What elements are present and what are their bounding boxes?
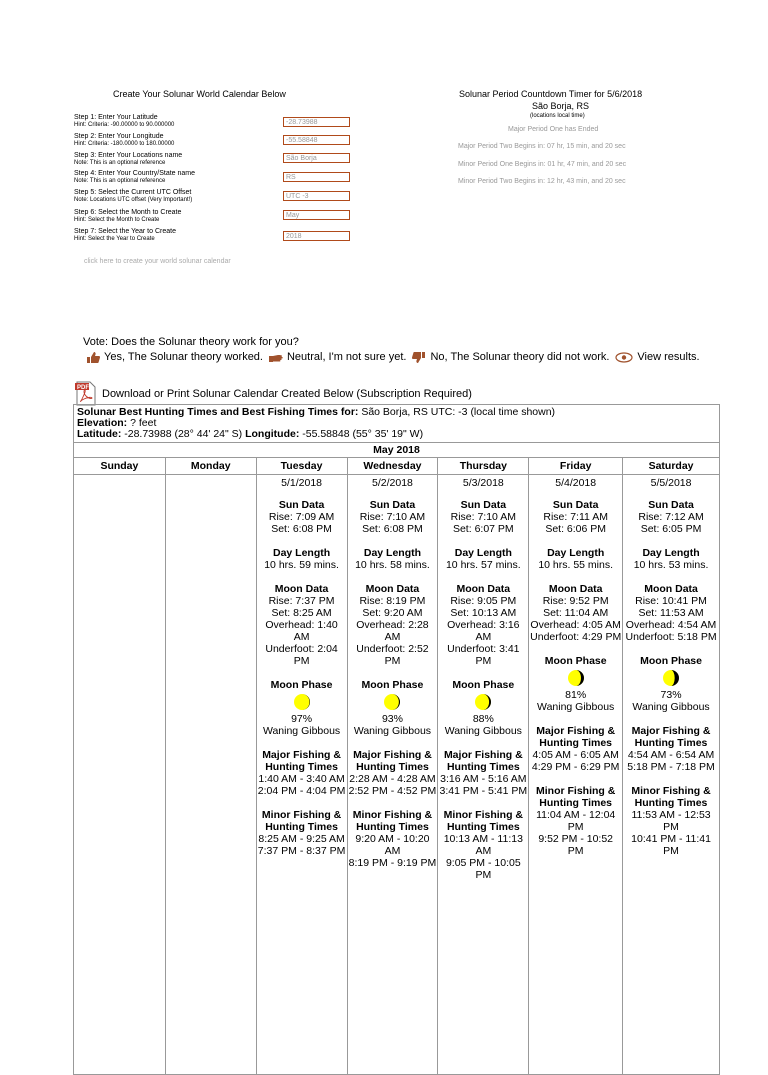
day-length-heading: Day Length <box>454 547 512 559</box>
countdown-major-two: Major Period Two Begins in: 07 hr, 15 min, and 20 sec <box>458 143 626 150</box>
day-cell <box>347 475 438 1075</box>
pdf-download-row[interactable] <box>75 381 472 406</box>
major-time: 1:40 AM - 3:40 AM <box>258 773 345 785</box>
thumbs-sideways-icon[interactable] <box>269 352 283 363</box>
moon-phase-heading: Moon Phase <box>452 679 515 691</box>
moon-phase-name: Waning Gibbous <box>353 725 432 737</box>
major-time: 4:54 AM - 6:54 AM <box>627 749 715 761</box>
vote-neutral-link[interactable]: Neutral, I'm not sure yet. <box>286 351 407 363</box>
country-state-input[interactable]: RS <box>283 172 350 182</box>
weekday-header: Friday <box>529 458 623 475</box>
step-longitude <box>74 133 174 148</box>
calendar-title: Solunar Best Hunting Times and Best Fishing Times for: São Borja, RS UTC: -3 (local time shown) <box>77 406 556 418</box>
step-hint: Note: This is an optional reference <box>74 178 166 184</box>
day-date: 5/2/2018 <box>372 477 413 489</box>
countdown-place: São Borja, RS <box>532 101 590 111</box>
thumbs-up-icon[interactable] <box>86 352 100 363</box>
moon-phase-heading: Moon Phase <box>640 655 702 667</box>
minor-time: 10:41 PM - 11:41 PM <box>631 833 711 857</box>
vote-no-link[interactable]: No, The Solunar theory did not work. <box>430 351 610 363</box>
empty-day-cell <box>74 475 166 1075</box>
moon-set: Set: 8:25 AM <box>271 607 332 619</box>
weekday-header: Saturday <box>623 458 720 475</box>
eye-icon[interactable] <box>615 352 633 363</box>
major-times-heading: Major Fishing & Hunting Times <box>262 749 341 773</box>
moon-rise: Rise: 9:52 PM <box>542 595 609 607</box>
moon-phase-icon <box>383 693 401 711</box>
step-country-state <box>74 170 195 185</box>
step-label: Step 1: Enter Your Latitude <box>74 114 158 121</box>
moon-set: Set: 10:13 AM <box>450 607 517 619</box>
location-name-input[interactable]: São Borja <box>283 153 350 163</box>
step-label: Step 7: Select the Year to Create <box>74 228 176 235</box>
empty-day-cell <box>165 475 256 1075</box>
major-time: 5:18 PM - 7:18 PM <box>627 761 715 773</box>
day-length: 10 hrs. 58 mins. <box>355 559 430 571</box>
step-hint: Note: Locations UTC offset (Very Important!) <box>74 197 193 203</box>
sun-set: Set: 6:08 PM <box>271 523 332 535</box>
moon-phase-name: Waning Gibbous <box>444 725 522 737</box>
moon-set: Set: 9:20 AM <box>362 607 423 619</box>
major-time: 2:04 PM - 4:04 PM <box>257 785 346 797</box>
sun-data-heading: Sun Data <box>460 499 507 511</box>
moon-data-heading: Moon Data <box>548 583 603 595</box>
moon-phase-heading: Moon Phase <box>270 679 333 691</box>
pdf-download-label[interactable]: Download or Print Solunar Calendar Created Below (Subscription Required) <box>102 387 472 400</box>
month-row <box>74 443 720 458</box>
major-times-heading: Major Fishing & Hunting Times <box>443 749 523 773</box>
day-length-heading: Day Length <box>363 547 422 559</box>
day-date: 5/4/2018 <box>555 477 597 489</box>
day-length: 10 hrs. 55 mins. <box>538 559 614 571</box>
calendar-header-row <box>74 405 720 443</box>
sun-set: Set: 6:05 PM <box>640 523 702 535</box>
vote-question: Vote: Does the Solunar theory work for you? <box>83 336 299 348</box>
sun-data-heading: Sun Data <box>369 499 416 511</box>
sun-rise: Rise: 7:10 AM <box>450 511 516 523</box>
day-length-heading: Day Length <box>272 547 331 559</box>
utc-offset-select[interactable]: UTC -3 <box>283 191 350 201</box>
sun-data-heading: Sun Data <box>648 499 694 511</box>
weekday-header: Thursday <box>438 458 529 475</box>
step-location-name <box>74 152 182 167</box>
minor-time: 9:52 PM - 10:52 PM <box>538 833 614 857</box>
weekday-header: Wednesday <box>347 458 438 475</box>
step-hint: Hint: Select the Year to Create <box>74 236 155 242</box>
step-utc-offset <box>74 189 192 204</box>
step-label: Step 5: Select the Current UTC Offset <box>74 189 192 196</box>
week-row <box>74 475 720 1075</box>
moon-data-heading: Moon Data <box>644 583 698 595</box>
pdf-icon-label: PDF <box>77 385 89 391</box>
calendar-elevation: Elevation: ? feet <box>77 417 157 429</box>
moon-underfoot: Underfoot: 5:18 PM <box>625 631 717 643</box>
moon-phase-name: Waning Gibbous <box>632 701 710 713</box>
solunar-calendar-table <box>73 404 720 1075</box>
day-cell <box>256 475 347 1075</box>
form-title: Create Your Solunar World Calendar Below <box>113 89 286 99</box>
moon-underfoot: Underfoot: 3:41 PM <box>447 643 520 667</box>
countdown-minor-two: Minor Period Two Begins in: 12 hr, 43 min, and 20 sec <box>458 178 626 185</box>
minor-times-heading: Minor Fishing & Hunting Times <box>261 809 342 833</box>
minor-time: 11:53 AM - 12:53 PM <box>631 809 711 833</box>
day-date: 5/3/2018 <box>462 477 504 489</box>
moon-rise: Rise: 9:05 PM <box>450 595 517 607</box>
moon-overhead: Overhead: 1:40 AM <box>265 619 338 643</box>
weekday-header-row <box>74 458 720 475</box>
sun-set: Set: 6:08 PM <box>362 523 423 535</box>
moon-set: Set: 11:04 AM <box>543 607 609 619</box>
day-date: 5/5/2018 <box>650 477 692 489</box>
weekday-header: Tuesday <box>256 458 347 475</box>
sun-rise: Rise: 7:11 AM <box>543 511 608 523</box>
moon-phase-heading: Moon Phase <box>361 679 424 691</box>
moon-rise: Rise: 7:37 PM <box>268 595 335 607</box>
moon-rise: Rise: 8:19 PM <box>359 595 426 607</box>
pdf-icon[interactable] <box>75 381 97 406</box>
moon-overhead: Overhead: 4:05 AM <box>530 619 621 631</box>
day-length-heading: Day Length <box>642 547 700 559</box>
step-latitude <box>74 114 174 129</box>
moon-data-heading: Moon Data <box>274 583 329 595</box>
step-hint: Hint: Select the Month to Create <box>74 217 160 223</box>
weekday-header: Sunday <box>74 458 166 475</box>
step-year <box>74 228 176 243</box>
create-calendar-link[interactable]: click here to create your world solunar calendar <box>84 258 231 265</box>
moon-overhead: Overhead: 3:16 AM <box>447 619 520 643</box>
minor-time: 9:20 AM - 10:20 AM <box>355 833 430 857</box>
longitude-input[interactable]: -55.58848 <box>283 135 350 145</box>
moon-data-heading: Moon Data <box>456 583 511 595</box>
moon-phase-name: Waning Gibbous <box>262 725 341 737</box>
month-title: May 2018 <box>74 443 720 458</box>
minor-time: 10:13 AM - 11:13 AM <box>443 833 523 857</box>
moon-phase-icon <box>567 669 585 687</box>
minor-times-heading: Minor Fishing & Hunting Times <box>443 809 523 833</box>
moon-data-heading: Moon Data <box>365 583 420 595</box>
major-time: 2:28 AM - 4:28 AM <box>349 773 436 785</box>
step-hint: Hint: Criteria: -180.0000 to 180.00000 <box>74 141 175 147</box>
sun-data-heading: Sun Data <box>552 499 599 511</box>
sun-rise: Rise: 7:12 AM <box>638 511 704 523</box>
moon-phase-heading: Moon Phase <box>544 655 607 667</box>
day-length-heading: Day Length <box>547 547 605 559</box>
moon-overhead: Overhead: 2:28 AM <box>356 619 429 643</box>
sun-rise: Rise: 7:10 AM <box>359 511 426 523</box>
minor-time: 9:05 PM - 10:05 PM <box>445 857 521 881</box>
day-date: 5/1/2018 <box>281 477 322 489</box>
moon-phase-icon <box>662 669 680 687</box>
step-hint: Hint: Criteria: -90.00000 to 90.000000 <box>74 122 175 128</box>
moon-rise: Rise: 10:41 PM <box>635 595 707 607</box>
moon-illumination: 81% <box>565 689 587 701</box>
moon-phase-icon <box>293 693 311 711</box>
moon-underfoot: Underfoot: 2:52 PM <box>356 643 429 667</box>
moon-phase-icon <box>474 693 492 711</box>
minor-times-heading: Minor Fishing & Hunting Times <box>352 809 433 833</box>
month-select[interactable]: May <box>283 210 350 220</box>
major-time: 2:52 PM - 4:52 PM <box>348 785 437 797</box>
major-time: 3:41 PM - 5:41 PM <box>439 785 528 797</box>
major-times-heading: Major Fishing & Hunting Times <box>536 725 616 749</box>
step-label: Step 3: Enter Your Locations name <box>74 152 183 159</box>
major-time: 4:29 PM - 6:29 PM <box>531 761 620 773</box>
step-label: Step 6: Select the Month to Create <box>74 209 182 216</box>
moon-illumination: 88% <box>472 713 494 725</box>
sun-data-heading: Sun Data <box>278 499 325 511</box>
moon-illumination: 97% <box>291 713 313 725</box>
year-select[interactable]: 2018 <box>283 231 350 241</box>
minor-times-heading: Minor Fishing & Hunting Times <box>631 785 711 809</box>
day-length: 10 hrs. 59 mins. <box>264 559 339 571</box>
moon-overhead: Overhead: 4:54 AM <box>625 619 717 631</box>
step-hint: Note: This is an optional reference <box>74 160 166 166</box>
minor-times-heading: Minor Fishing & Hunting Times <box>536 785 616 809</box>
countdown-title: Solunar Period Countdown Timer for 5/6/2018 <box>459 89 643 99</box>
moon-underfoot: Underfoot: 4:29 PM <box>530 631 622 643</box>
weekday-header: Monday <box>165 458 256 475</box>
moon-underfoot: Underfoot: 2:04 PM <box>265 643 338 667</box>
sun-set: Set: 6:07 PM <box>452 523 514 535</box>
thumbs-down-icon[interactable] <box>412 352 426 363</box>
calendar-coordinates: Latitude: -28.73988 (28° 44' 24" S) Longitude: -55.58848 (55° 35' 19" W) <box>77 428 424 440</box>
minor-time: 8:25 AM - 9:25 AM <box>258 833 345 845</box>
minor-time: 11:04 AM - 12:04 PM <box>536 809 616 833</box>
day-length: 10 hrs. 57 mins. <box>445 559 521 571</box>
minor-time: 8:19 PM - 9:19 PM <box>348 857 437 869</box>
day-cell <box>623 475 720 1075</box>
step-label: Step 2: Enter Your Longitude <box>74 133 164 140</box>
vote-options <box>86 351 706 363</box>
view-results-link[interactable]: View results. <box>637 351 700 363</box>
vote-yes-link[interactable]: Yes, The Solunar theory worked. <box>104 351 263 363</box>
sun-rise: Rise: 7:09 AM <box>268 511 335 523</box>
step-label: Step 4: Enter Your Country/State name <box>74 170 196 177</box>
countdown-subtitle: (locations local time) <box>530 113 585 119</box>
countdown-major-one: Major Period One has Ended <box>508 126 599 133</box>
countdown-minor-one: Minor Period One Begins in: 01 hr, 47 min, and 20 sec <box>458 161 627 168</box>
day-cell <box>529 475 623 1075</box>
major-time: 4:05 AM - 6:05 AM <box>532 749 619 761</box>
moon-illumination: 93% <box>381 713 403 725</box>
minor-time: 7:37 PM - 8:37 PM <box>257 845 346 857</box>
day-cell <box>438 475 529 1075</box>
moon-illumination: 73% <box>660 689 682 701</box>
sun-set: Set: 6:06 PM <box>545 523 607 535</box>
major-time: 3:16 AM - 5:16 AM <box>440 773 527 785</box>
day-length: 10 hrs. 53 mins. <box>633 559 709 571</box>
major-times-heading: Major Fishing & Hunting Times <box>631 725 711 749</box>
step-month <box>74 209 181 224</box>
latitude-input[interactable]: -28.73988 <box>283 117 350 127</box>
moon-phase-name: Waning Gibbous <box>537 701 615 713</box>
moon-set: Set: 11:53 AM <box>638 607 704 619</box>
major-times-heading: Major Fishing & Hunting Times <box>353 749 432 773</box>
